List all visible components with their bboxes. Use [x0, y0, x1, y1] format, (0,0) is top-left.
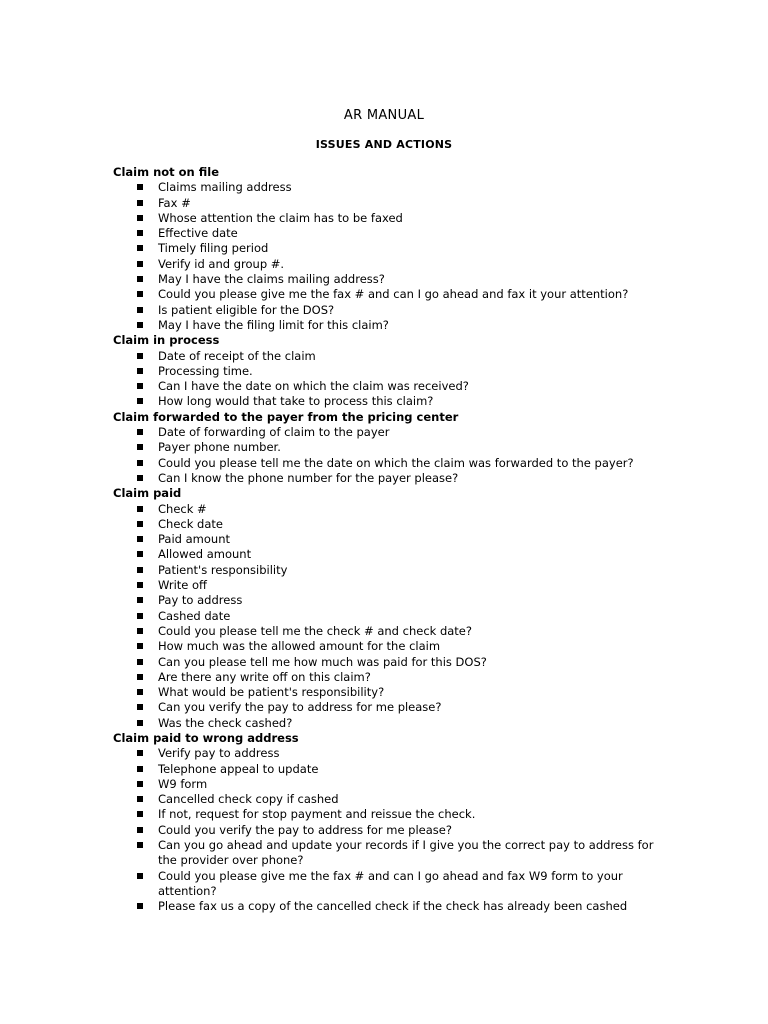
list-item-text: Processing time.	[158, 363, 253, 378]
list-item-text: Payer phone number.	[158, 440, 281, 455]
list-item-text: Check #	[158, 501, 207, 516]
list-item-text: Can I have the date on which the claim was received?	[158, 379, 469, 394]
list-item	[113, 502, 673, 517]
section-list	[113, 349, 673, 410]
square-bullet-icon	[137, 245, 143, 251]
square-bullet-icon	[137, 597, 143, 603]
square-bullet-icon	[137, 827, 143, 833]
list-item	[113, 685, 673, 700]
list-item-text: Verify id and group #.	[158, 256, 285, 271]
square-bullet-icon	[137, 322, 143, 328]
list-item	[113, 777, 673, 792]
list-item-text: Fax #	[158, 195, 191, 210]
list-item-text: How long would that take to process this claim?	[158, 394, 434, 409]
square-bullet-icon	[137, 368, 143, 374]
list-item-text: Can you go ahead and update your records if I give you the correct pay to address for the provider over phone?	[158, 838, 654, 868]
list-item-text: Effective date	[158, 226, 238, 241]
list-item-text: Can you please tell me how much was paid for this DOS?	[158, 654, 487, 669]
square-bullet-icon	[137, 750, 143, 756]
square-bullet-icon	[137, 291, 143, 297]
list-item-text: Is patient eligible for the DOS?	[158, 302, 335, 317]
list-item-text: Could you please tell me the date on which the claim was forwarded to the payer?	[158, 455, 634, 470]
square-bullet-icon	[137, 353, 143, 359]
section-heading: Claim not on file	[113, 165, 220, 179]
section-heading: Claim paid	[113, 486, 182, 501]
list-item	[113, 241, 673, 256]
list-item	[113, 456, 673, 471]
list-item	[113, 716, 673, 731]
list-item	[113, 823, 673, 838]
square-bullet-icon	[137, 873, 143, 879]
list-item-text: Date of forwarding of claim to the payer	[158, 425, 390, 440]
square-bullet-icon	[137, 276, 143, 282]
square-bullet-icon	[137, 659, 143, 665]
list-item	[113, 272, 673, 287]
list-item-text: Telephone appeal to update	[158, 761, 319, 776]
list-item-text: Cancelled check copy if cashed	[158, 792, 339, 807]
square-bullet-icon	[137, 184, 143, 190]
list-item	[113, 700, 673, 715]
list-item	[113, 899, 673, 914]
section-list	[113, 180, 673, 333]
list-item-text: Cashed date	[158, 608, 231, 623]
section-heading: Claim forwarded to the payer from the pricing center	[113, 409, 459, 424]
list-item-text: Whose attention the claim has to be faxed	[158, 210, 403, 225]
list-item-text: Can you verify the pay to address for me please?	[158, 700, 442, 715]
square-bullet-icon	[137, 429, 143, 435]
square-bullet-icon	[137, 766, 143, 772]
list-item	[113, 287, 673, 302]
list-item	[113, 257, 673, 272]
square-bullet-icon	[137, 567, 143, 573]
square-bullet-icon	[137, 842, 143, 848]
list-item	[113, 807, 673, 822]
square-bullet-icon	[137, 200, 143, 206]
square-bullet-icon	[137, 903, 143, 909]
square-bullet-icon	[137, 613, 143, 619]
list-item	[113, 471, 673, 486]
list-item-text: Pay to address	[158, 593, 243, 608]
list-item	[113, 303, 673, 318]
list-item-text: Check date	[158, 516, 223, 531]
document-title: AR MANUAL	[343, 108, 425, 123]
square-bullet-icon	[137, 307, 143, 313]
list-item-text: May I have the filing limit for this claim?	[158, 317, 389, 332]
list-item	[113, 379, 673, 394]
list-item-text: Are there any write off on this claim?	[158, 669, 371, 684]
square-bullet-icon	[137, 398, 143, 404]
section-list	[113, 746, 673, 914]
square-bullet-icon	[137, 383, 143, 389]
list-item	[113, 655, 673, 670]
list-item-text: Claims mailing address	[158, 180, 292, 195]
list-item-text: Patient's responsibility	[158, 562, 288, 577]
list-item	[113, 639, 673, 654]
section-heading: Claim paid to wrong address	[113, 730, 299, 745]
square-bullet-icon	[137, 811, 143, 817]
list-item	[113, 440, 673, 455]
square-bullet-icon	[137, 551, 143, 557]
list-item	[113, 563, 673, 578]
list-item	[113, 180, 673, 195]
list-item	[113, 869, 673, 900]
document-body	[113, 165, 673, 915]
square-bullet-icon	[137, 215, 143, 221]
square-bullet-icon	[137, 444, 143, 450]
list-item	[113, 211, 673, 226]
list-item-text: Was the check cashed?	[158, 715, 293, 730]
square-bullet-icon	[137, 674, 143, 680]
list-item-text: Can I know the phone number for the payer please?	[158, 470, 459, 485]
list-item-text: Verify pay to address	[158, 746, 280, 761]
list-item	[113, 593, 673, 608]
list-item	[113, 792, 673, 807]
list-item-text: Could you verify the pay to address for me please?	[158, 822, 452, 837]
list-item-text: Write off	[158, 578, 207, 593]
square-bullet-icon	[137, 781, 143, 787]
list-item-text: If not, request for stop payment and reissue the check.	[158, 807, 476, 822]
list-item	[113, 670, 673, 685]
list-item	[113, 532, 673, 547]
list-item-text: What would be patient's responsibility?	[158, 685, 385, 700]
square-bullet-icon	[137, 720, 143, 726]
list-item	[113, 349, 673, 364]
list-item	[113, 609, 673, 624]
square-bullet-icon	[137, 536, 143, 542]
square-bullet-icon	[137, 506, 143, 512]
section-list	[113, 502, 673, 731]
section-heading: Claim in process	[113, 333, 220, 348]
list-item	[113, 226, 673, 241]
list-item	[113, 578, 673, 593]
list-item-text: Please fax us a copy of the cancelled check if the check has already been cashed	[158, 899, 628, 914]
list-item	[113, 547, 673, 562]
list-item	[113, 517, 673, 532]
list-item	[113, 425, 673, 440]
list-item	[113, 364, 673, 379]
list-item	[113, 196, 673, 211]
list-item	[113, 394, 673, 409]
square-bullet-icon	[137, 521, 143, 527]
list-item-text: Allowed amount	[158, 547, 252, 562]
square-bullet-icon	[137, 582, 143, 588]
document-subtitle: ISSUES AND ACTIONS	[315, 138, 453, 151]
square-bullet-icon	[137, 796, 143, 802]
square-bullet-icon	[137, 261, 143, 267]
square-bullet-icon	[137, 475, 143, 481]
list-item-text: Timely filing period	[158, 241, 269, 256]
list-item	[113, 318, 673, 333]
list-item-text: Could you please give me the fax # and can I go ahead and fax W9 form to your attention?	[158, 868, 623, 898]
square-bullet-icon	[137, 460, 143, 466]
list-item	[113, 762, 673, 777]
list-item	[113, 838, 673, 869]
list-item-text: Paid amount	[158, 532, 230, 547]
square-bullet-icon	[137, 230, 143, 236]
section-list	[113, 425, 673, 486]
list-item-text: May I have the claims mailing address?	[158, 272, 385, 287]
list-item-text: Date of receipt of the claim	[158, 348, 316, 363]
list-item	[113, 746, 673, 761]
square-bullet-icon	[137, 643, 143, 649]
list-item-text: Could you please give me the fax # and can I go ahead and fax it your attention?	[158, 287, 629, 302]
square-bullet-icon	[137, 704, 143, 710]
square-bullet-icon	[137, 689, 143, 695]
list-item	[113, 624, 673, 639]
list-item-text: How much was the allowed amount for the claim	[158, 639, 441, 654]
list-item-text: Could you please tell me the check # and check date?	[158, 623, 472, 638]
square-bullet-icon	[137, 628, 143, 634]
list-item-text: W9 form	[158, 776, 208, 791]
